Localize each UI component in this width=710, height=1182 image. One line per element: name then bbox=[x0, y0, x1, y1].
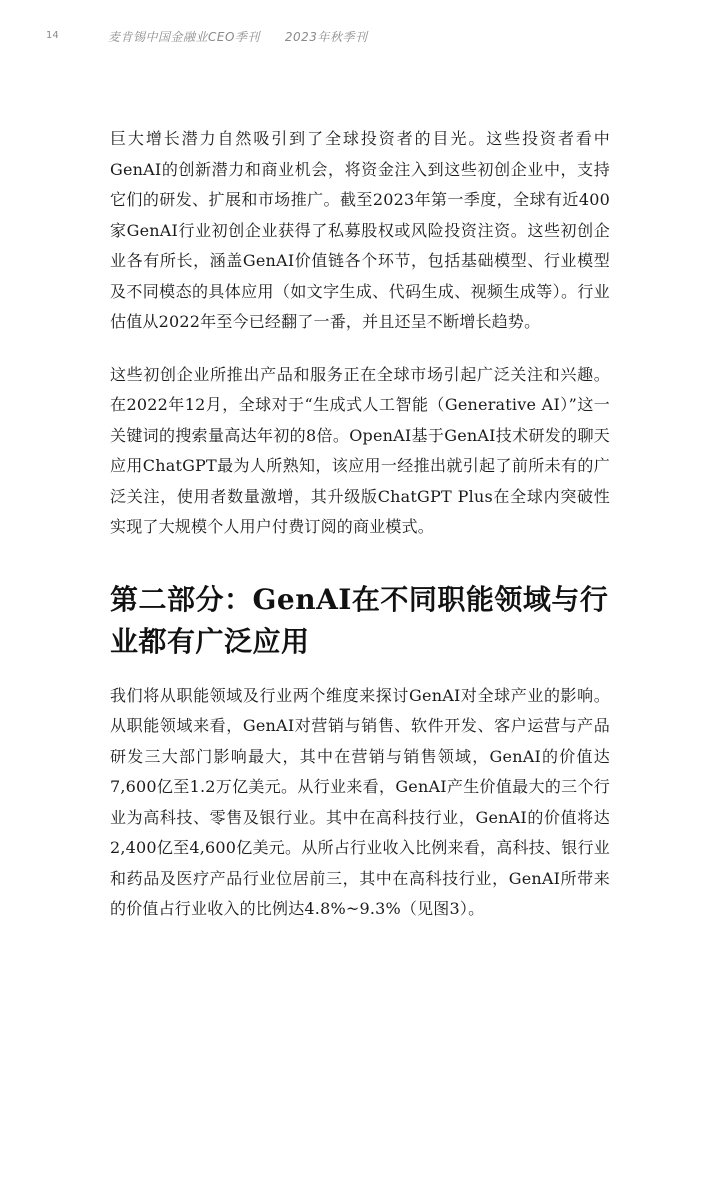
article-body bbox=[110, 124, 610, 947]
paragraph-investment: 巨大增长潜力自然吸引到了全球投资者的目光。这些投资者看中GenAI的创新潜力和商业机会，将资金注入到这些初创企业中，支持它们的研发、扩展和市场推广。截至2023年第一季度，全球有近400家GenAI行业初创企业获得了私募股权或风险投资注资。这些初创企业各有所长，涵盖GenAI价值链各个环节，包括基础模型、行业模型及不同模态的具体应用（如文字生成、代码生成、视频生成等）。行业估值从2022年至今已经翻了一番，并且还呈不断增长趋势。 bbox=[110, 129, 610, 331]
page-header bbox=[46, 28, 670, 48]
page-number: 14 bbox=[46, 30, 59, 41]
paragraph-functional-impact: 我们将从职能领域及行业两个维度来探讨GenAI对全球产业的影响。从职能领域来看，GenAI对营销与销售、软件开发、客户运营与产品研发三大部门影响最大，其中在营销与销售领域，GenAI的价值达7,600亿至1.2万亿美元。从行业来看，GenAI产生价值最大的三个行业为高科技、零售及银行业。其中在高科技行业，GenAI的价值将达2,400亿至4,600亿美元。从所占行业收入比例来看，高科技、银行业和药品及医疗产品行业位居前三，其中在高科技行业，GenAI所带来的价值占行业收入的比例达4.8%~9.3%（见图3）。 bbox=[110, 685, 610, 918]
running-title: 麦肯锡中国金融业CEO季刊 2023年秋季刊 bbox=[108, 30, 368, 44]
section-heading: 第二部分：GenAI在不同职能领域与行业都有广泛应用 bbox=[110, 582, 609, 658]
paragraph-market-attention: 这些初创企业所推出产品和服务正在全球市场引起广泛关注和兴趣。在2022年12月，全球对于“生成式人工智能（Generative AI）”这一关键词的搜索量高达年初的8倍。OpenAI基于GenAI技术研发的聊天应用ChatGPT最为人所熟知，该应用一经推出就引起了前所未有的广泛关注，使用者数量激增，其升级版ChatGPT Plus在全球内突破性实现了大规模个人用户付费订阅的商业模式。 bbox=[110, 364, 610, 536]
